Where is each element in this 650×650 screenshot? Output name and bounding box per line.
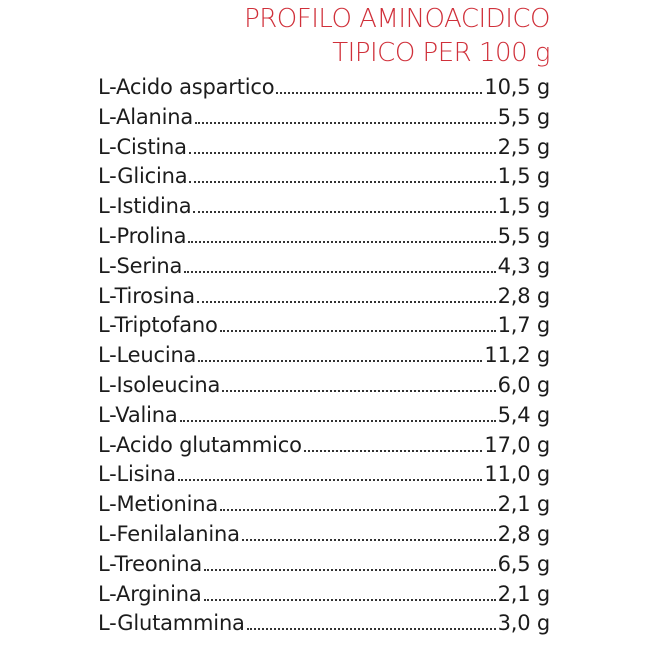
amino-acid-name: L-Istidina	[98, 194, 192, 219]
dotted-leader	[197, 301, 496, 303]
list-item	[98, 252, 550, 282]
amino-acid-name: L-Prolina	[98, 223, 187, 248]
amino-acid-name: L-Arginina	[98, 581, 202, 606]
list-item	[98, 103, 550, 133]
amino-acid-value: 5,4 g	[497, 402, 550, 427]
amino-acid-value: 2,8 g	[497, 521, 550, 546]
dotted-leader	[247, 628, 496, 630]
dotted-leader	[195, 122, 496, 124]
amino-acid-value: 11,0 g	[484, 462, 550, 487]
list-item	[98, 341, 550, 371]
amino-acid-value: 5,5 g	[497, 223, 550, 248]
dotted-leader	[180, 420, 496, 422]
dotted-leader	[184, 271, 495, 273]
amino-acid-name: L-Serina	[98, 253, 183, 278]
amino-acid-value: 4,3 g	[497, 253, 550, 278]
list-item	[98, 133, 550, 163]
list-item	[98, 401, 550, 431]
amino-acid-name: L-Fenilalanina	[98, 521, 240, 546]
amino-acid-value: 6,5 g	[497, 551, 550, 576]
list-item	[98, 282, 550, 312]
list-item	[98, 431, 550, 461]
dotted-leader	[178, 479, 483, 481]
dotted-leader	[304, 450, 483, 452]
amino-acid-list	[98, 73, 550, 639]
list-item	[98, 550, 550, 580]
amino-acid-name: L-Isoleucina	[98, 372, 221, 397]
amino-acid-value: 3,0 g	[497, 611, 550, 636]
list-item	[98, 192, 550, 222]
amino-acid-value: 5,5 g	[497, 104, 550, 129]
dotted-leader	[276, 92, 482, 94]
amino-acid-value: 2,8 g	[497, 283, 550, 308]
amino-acid-name: L-Glutammina	[98, 611, 245, 636]
dotted-leader	[204, 599, 496, 601]
dotted-leader	[220, 509, 496, 511]
list-item	[98, 490, 550, 520]
amino-acid-value: 2,1 g	[497, 581, 550, 606]
dotted-leader	[222, 390, 495, 392]
list-item	[98, 460, 550, 490]
dotted-leader	[242, 539, 496, 541]
title-line-1: PROFILO AMINOACIDICO	[244, 4, 550, 34]
amino-acid-name: L-Glicina	[98, 164, 188, 189]
amino-acid-value: 2,1 g	[497, 492, 550, 517]
amino-acid-name: L-Metionina	[98, 492, 218, 517]
list-item	[98, 222, 550, 252]
dotted-leader	[198, 360, 482, 362]
list-item	[98, 162, 550, 192]
list-item	[98, 73, 550, 103]
amino-acid-value: 17,0 g	[484, 432, 550, 457]
amino-acid-name: L-Lisina	[98, 462, 176, 487]
title-line-2: TIPICO PER 100 g	[332, 38, 550, 68]
dotted-leader	[193, 211, 495, 213]
amino-acid-value: 10,5 g	[484, 75, 550, 99]
amino-acid-name: L-Tirosina	[98, 283, 195, 308]
amino-acid-name: L-Acido glutammico	[98, 432, 302, 457]
amino-acid-name: L-Treonina	[98, 551, 202, 576]
dotted-leader	[204, 569, 496, 571]
amino-acid-value: 2,5 g	[497, 134, 550, 159]
amino-acid-value: 1,5 g	[497, 164, 550, 189]
dotted-leader	[189, 152, 496, 154]
amino-acid-value: 11,2 g	[484, 343, 550, 368]
amino-acid-name: L-Alanina	[98, 104, 194, 129]
dotted-leader	[220, 330, 496, 332]
list-item	[98, 609, 550, 639]
amino-acid-name: L-Triptofano	[98, 313, 218, 338]
list-item	[98, 371, 550, 401]
dotted-leader	[189, 181, 495, 183]
dotted-leader	[188, 241, 495, 243]
amino-acid-value: 6,0 g	[497, 372, 550, 397]
amino-acid-value: 1,7 g	[497, 313, 550, 338]
amino-acid-name: L-Cistina	[98, 134, 187, 159]
amino-acid-name: L-Valina	[98, 402, 178, 427]
list-item	[98, 580, 550, 610]
amino-acid-value: 1,5 g	[497, 194, 550, 219]
amino-acid-name: L-Leucina	[98, 343, 197, 368]
list-item	[98, 520, 550, 550]
amino-acid-name: L-Acido aspartico	[98, 75, 275, 99]
list-item	[98, 311, 550, 341]
